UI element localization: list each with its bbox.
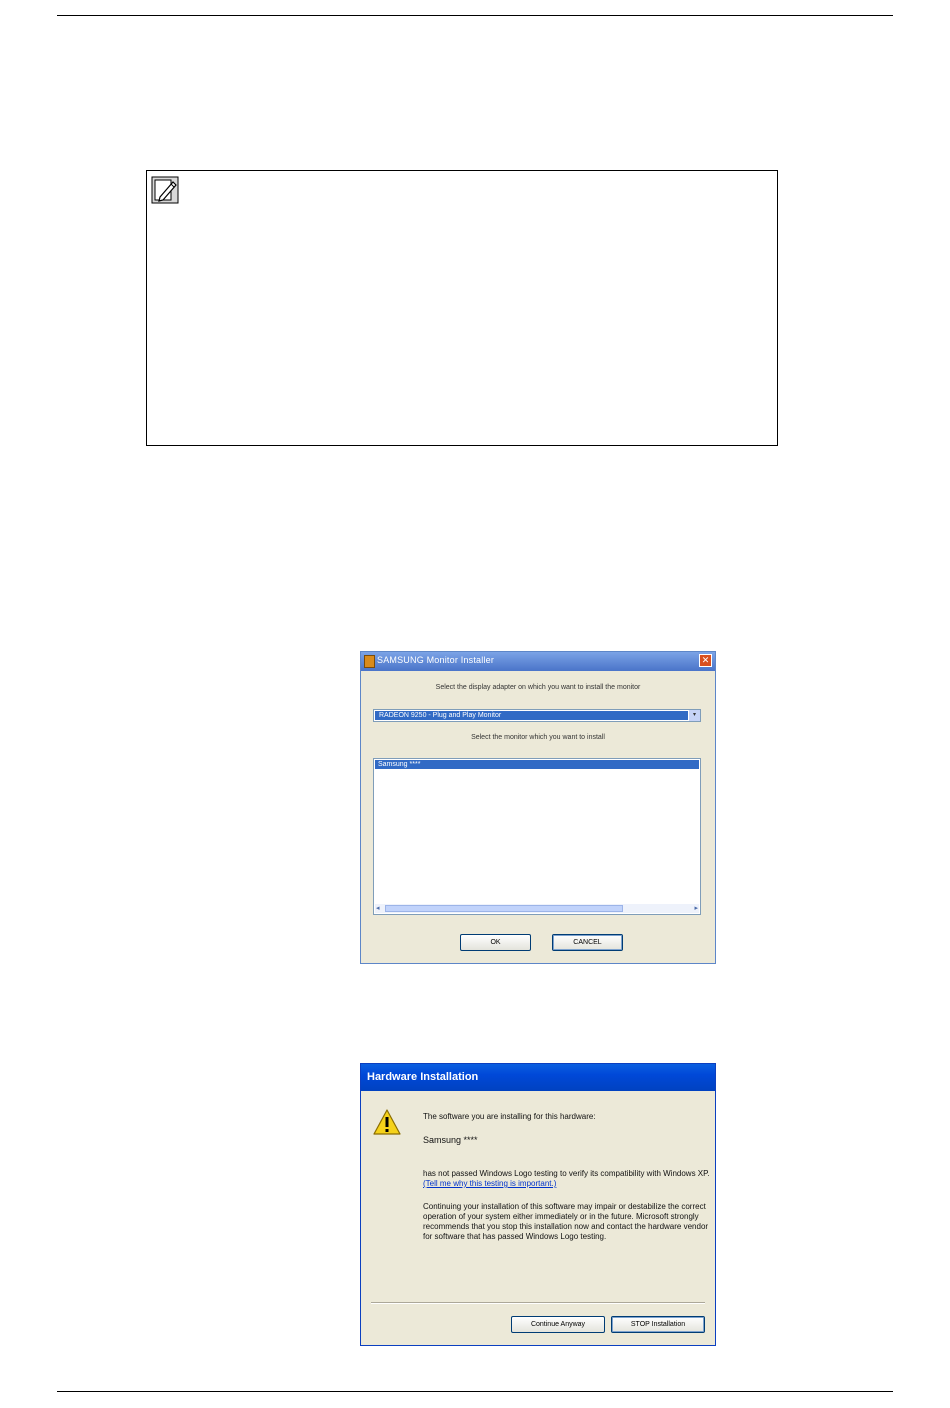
monitor-list[interactable] [373,758,701,915]
divider [371,1302,705,1304]
hardware-installation-dialog [360,1063,716,1346]
display-adapter-select[interactable] [373,709,701,722]
list-item[interactable]: Samsung **** [375,760,699,769]
logo-testing-link[interactable]: (Tell me why this testing is important.) [423,1179,557,1188]
device-name: Samsung **** [423,1135,478,1145]
chevron-down-icon[interactable]: ▾ [689,710,700,721]
software-statement: The software you are installing for this hardware: [423,1112,596,1121]
header-rule [57,15,893,16]
close-icon[interactable]: ✕ [699,654,712,667]
installer-title: SAMSUNG Monitor Installer [377,655,495,665]
hardware-titlebar [361,1064,715,1091]
note-box [146,170,778,446]
hardware-title: Hardware Installation [367,1071,479,1083]
note-pencil-icon [151,176,179,204]
warning-paragraph: Continuing your installation of this software may impair or destabilize the correct operation of your system either immediately or in the future. Microsoft strongly recommends that you stop this installation now and contact the hardware vendor for software that has passed Windows Logo testing. [423,1202,709,1241]
continue-anyway-button[interactable]: Continue Anyway [511,1316,605,1333]
scrollbar-thumb[interactable] [385,905,623,912]
warning-icon [372,1108,402,1136]
scroll-left-icon[interactable]: ◂ [376,905,380,912]
scroll-right-icon[interactable]: ▸ [694,905,698,912]
installer-app-icon [364,655,375,668]
cancel-button[interactable]: CANCEL [552,934,623,951]
display-adapter-prompt: Select the display adapter on which you want to install the monitor [435,684,641,691]
footer-rule [57,1391,893,1392]
logo-testing-text: has not passed Windows Logo testing to verify its compatibility with Windows XP. [423,1169,710,1178]
monitor-installer-dialog [360,651,716,964]
installer-titlebar [361,652,715,671]
stop-installation-button[interactable]: STOP Installation [611,1316,705,1333]
ok-button[interactable]: OK [460,934,531,951]
monitor-prompt: Select the monitor which you want to install [471,734,605,741]
display-adapter-value: RADEON 9250 - Plug and Play Monitor [375,711,688,720]
horizontal-scrollbar[interactable] [375,904,699,913]
logo-testing-paragraph [423,1169,713,1189]
